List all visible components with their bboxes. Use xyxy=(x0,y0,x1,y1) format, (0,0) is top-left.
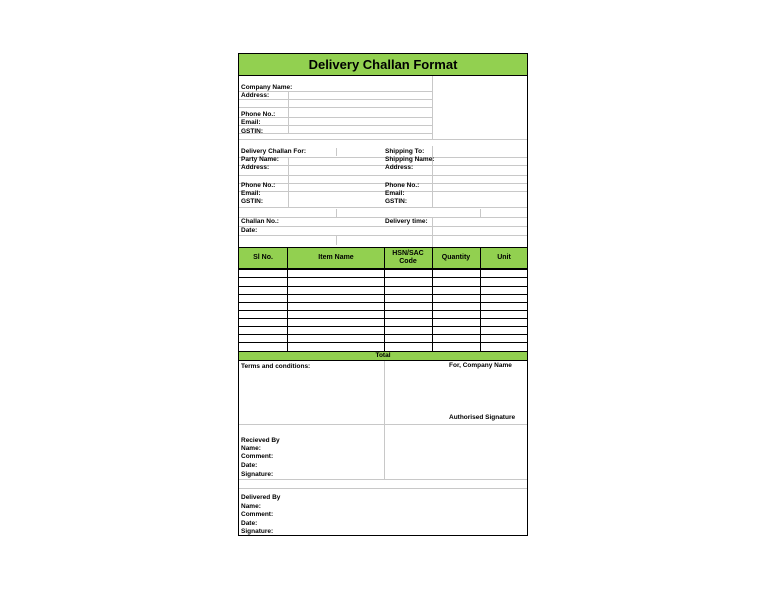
delivery-time-label: Delivery time: xyxy=(385,218,428,225)
company-address-label: Address: xyxy=(241,92,270,99)
company-name-label: Company Name: xyxy=(241,84,293,91)
received-date-label: Date: xyxy=(241,462,258,469)
challan-date-label: Date: xyxy=(241,227,258,234)
company-phone-label: Phone No.: xyxy=(241,111,276,118)
document-title: Delivery Challan Format xyxy=(239,54,527,76)
party-email-label: Email: xyxy=(241,190,261,197)
delivered-signature-label: Signature: xyxy=(241,528,274,535)
shipping-name-label: Shipping Name: xyxy=(385,156,435,163)
challan-for-heading: Delivery Challan For: xyxy=(241,148,307,155)
company-email-label: Email: xyxy=(241,119,261,126)
party-address-label: Address: xyxy=(241,164,270,171)
challan-no-label: Challan No.: xyxy=(241,218,279,225)
column-header-sl-no: Sl No. xyxy=(253,254,273,261)
delivered-name-label: Name: xyxy=(241,503,261,510)
column-header-unit: Unit xyxy=(497,254,511,261)
shipping-heading: Shipping To: xyxy=(385,148,425,155)
authorised-signature-label: Authorised Signature xyxy=(449,414,516,421)
delivered-date-label: Date: xyxy=(241,520,258,527)
received-by-heading: Recieved By xyxy=(241,437,280,444)
received-comment-label: Comment: xyxy=(241,453,274,460)
delivered-comment-label: Comment: xyxy=(241,511,274,518)
delivered-by-heading: Delivered By xyxy=(241,494,281,501)
party-gstin-label: GSTIN: xyxy=(241,198,264,205)
shipping-phone-label: Phone No.: xyxy=(385,182,420,189)
party-phone-label: Phone No.: xyxy=(241,182,276,189)
received-name-label: Name: xyxy=(241,445,261,452)
terms-label: Terms and conditions: xyxy=(241,363,311,370)
delivery-challan-sheet xyxy=(238,53,528,536)
company-gstin-label: GSTIN: xyxy=(241,128,264,135)
shipping-email-label: Email: xyxy=(385,190,405,197)
for-company-label: For, Company Name xyxy=(449,362,512,369)
shipping-gstin-label: GSTIN: xyxy=(385,198,408,205)
received-signature-label: Signature: xyxy=(241,471,274,478)
column-header-item-name: Item Name xyxy=(318,254,354,261)
column-header-hsn-sac-code: HSN/SAC Code xyxy=(392,250,424,265)
items-table-header xyxy=(239,247,527,269)
party-name-label: Party Name: xyxy=(241,156,279,163)
shipping-address-label: Address: xyxy=(385,164,414,171)
column-header-quantity: Quantity xyxy=(441,254,471,261)
total-row: Total xyxy=(239,351,527,361)
